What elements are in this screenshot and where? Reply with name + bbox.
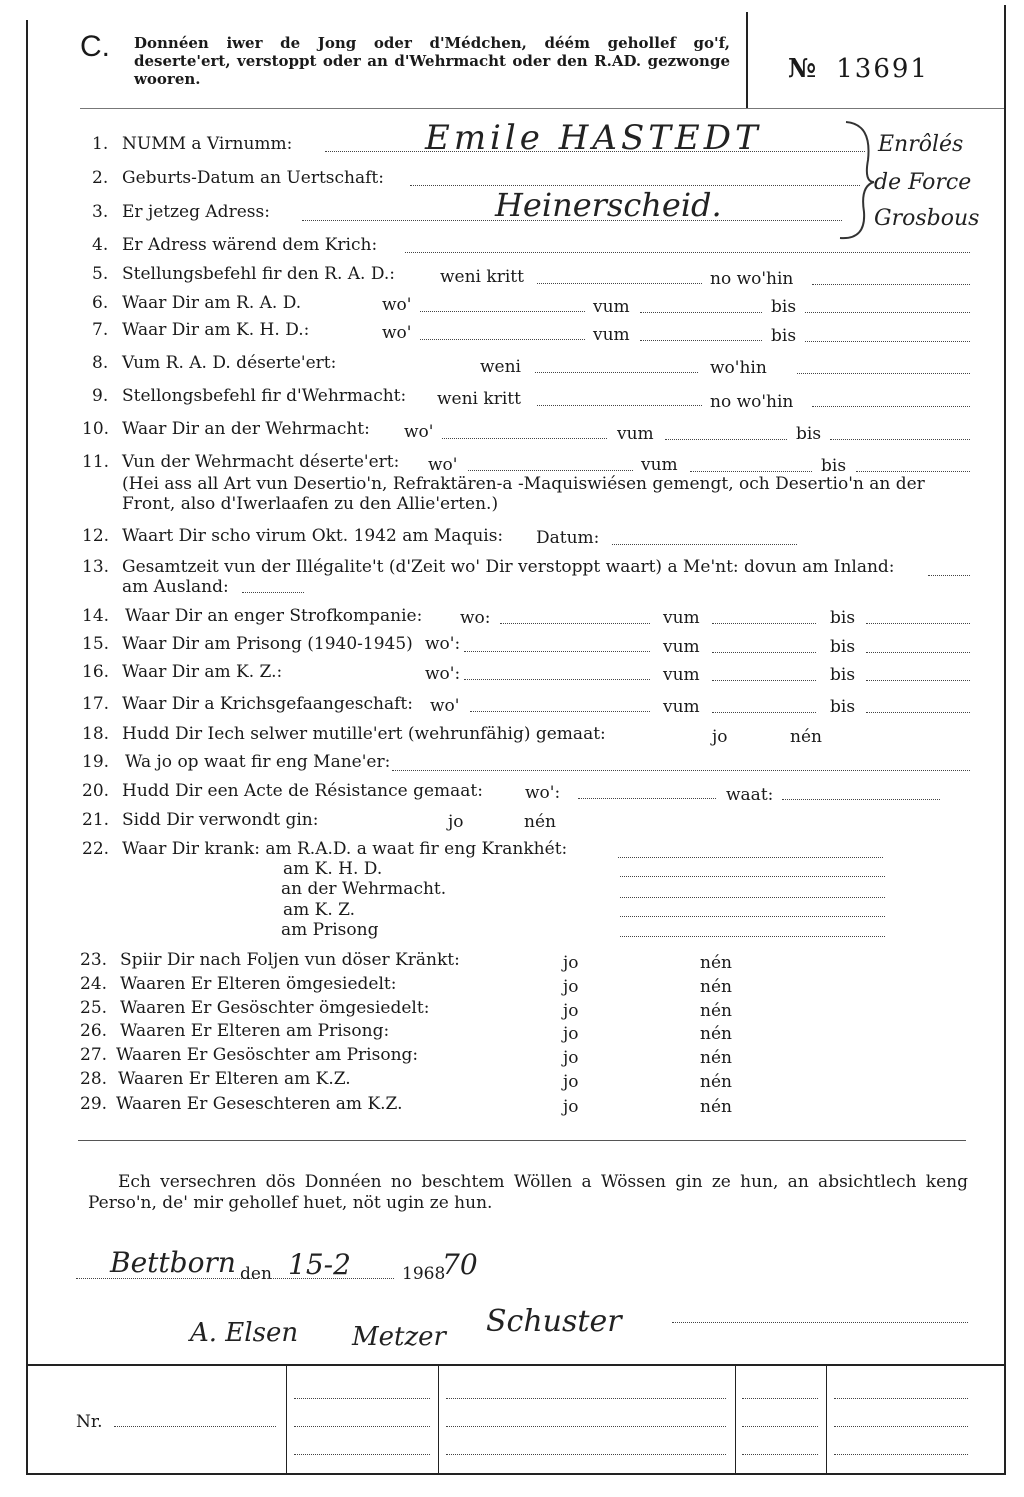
item-26-f1[interactable]: jo: [563, 1024, 579, 1044]
item-16-f1: wo':: [425, 664, 461, 684]
item-27-num: 27.: [80, 1045, 108, 1065]
item-2-label: Geburts-Datum an Uertschaft:: [122, 168, 384, 188]
item-9-field-1[interactable]: [537, 405, 702, 406]
item-23-f2[interactable]: nén: [700, 953, 732, 973]
item-15-num: 15.: [82, 634, 110, 654]
item-11-field-2[interactable]: [690, 471, 812, 472]
item-11-field-3[interactable]: [856, 471, 970, 472]
item-24-label: Waaren Er Elteren ömgesiedelt:: [120, 974, 397, 994]
handwritten-date: 15-2: [288, 1248, 351, 1281]
item-28-f2[interactable]: nén: [700, 1072, 732, 1092]
item-29-num: 29.: [80, 1094, 108, 1114]
item-18-num: 18.: [82, 724, 110, 744]
item-12-f1: Datum:: [536, 528, 600, 548]
item-15-f1: wo':: [425, 634, 461, 654]
item-27-label: Waaren Er Gesöschter am Prisong:: [116, 1045, 419, 1065]
item-20-f2: waat:: [726, 785, 774, 805]
item-27-f1[interactable]: jo: [563, 1048, 579, 1068]
item-15-label: Waar Dir am Prisong (1940-1945): [122, 634, 413, 654]
item-3-num: 3.: [92, 202, 109, 222]
item-28-f1[interactable]: jo: [563, 1072, 579, 1092]
item-29-f2[interactable]: nén: [700, 1097, 732, 1117]
item-15-field-1[interactable]: [464, 651, 650, 652]
item-20-num: 20.: [82, 781, 110, 801]
item-25-label: Waaren Er Gesöschter ömgesiedelt:: [120, 998, 430, 1018]
item-23-num: 23.: [80, 950, 108, 970]
item-14-field-1[interactable]: [500, 623, 650, 624]
margin-note-3: Grosbous: [874, 206, 980, 231]
item-11-num: 11.: [82, 452, 110, 472]
item-8-num: 8.: [92, 353, 109, 373]
item-26-f2[interactable]: nén: [700, 1024, 732, 1044]
item-24-f2[interactable]: nén: [700, 977, 732, 997]
item-6-f2: vum: [593, 297, 630, 317]
item-7-f1: wo': [382, 323, 412, 343]
item-14-field-2[interactable]: [712, 623, 816, 624]
item-7-f3: bis: [771, 326, 797, 346]
item-7-f2: vum: [593, 325, 630, 345]
item-7-num: 7.: [92, 320, 109, 340]
footer-field-a2[interactable]: [294, 1426, 430, 1427]
item-13-label: Gesamtzeit vun der Illégalite't (d'Zeit wo' Dir verstoppt waart) a Me'nt: dovun am Inland:: [122, 557, 895, 577]
footer-field-b1[interactable]: [446, 1398, 726, 1399]
item-6-field-3[interactable]: [805, 312, 970, 313]
item-14-num: 14.: [82, 606, 110, 626]
item-2-num: 2.: [92, 168, 109, 188]
footer-field-d3[interactable]: [834, 1454, 968, 1455]
item-19-label: Wa jo op waat fir eng Mane'er:: [125, 752, 391, 772]
item-24-num: 24.: [80, 974, 108, 994]
item-17-field-1[interactable]: [470, 711, 650, 712]
item-14-f2: vum: [663, 608, 700, 628]
footer-col-4: [826, 1364, 827, 1474]
item-8-label: Vum R. A. D. déserte'ert:: [122, 353, 337, 373]
item-17-label: Waar Dir a Krichsgefaangeschaft:: [122, 694, 413, 714]
item-7-field-2[interactable]: [640, 340, 762, 341]
item-22-field-prisong[interactable]: [620, 936, 885, 937]
item-18-f2[interactable]: nén: [790, 727, 822, 747]
item-14-label: Waar Dir an enger Strofkompanie:: [125, 606, 423, 626]
footer-field-b2[interactable]: [446, 1426, 726, 1427]
item-29-label: Waaren Er Geseschteren am K.Z.: [116, 1094, 403, 1114]
item-5-f1: weni kritt: [440, 267, 524, 287]
item-23-label: Spiir Dir nach Foljen vun döser Kränkt:: [120, 950, 460, 970]
section-letter: C.: [80, 30, 110, 63]
handwritten-place: Bettborn: [110, 1246, 236, 1279]
item-8-f2: wo'hin: [710, 358, 767, 378]
signature-1: A. Elsen: [190, 1318, 299, 1348]
item-21-label: Sidd Dir verwondt gin:: [122, 810, 319, 830]
item-15-field-2[interactable]: [712, 652, 816, 653]
item-16-field-1[interactable]: [464, 679, 650, 680]
handwritten-name: Emile HASTEDT: [425, 118, 762, 158]
item-1-num: 1.: [92, 134, 109, 154]
item-12-num: 12.: [82, 526, 110, 546]
item-26-num: 26.: [80, 1021, 108, 1041]
date-year-label: 1968: [402, 1264, 446, 1284]
item-8-field-1[interactable]: [535, 372, 698, 373]
item-5-label: Stellungsbefehl fir den R. A. D.:: [122, 264, 396, 284]
item-16-f3: bis: [830, 665, 856, 685]
footer-field-d2[interactable]: [834, 1426, 968, 1427]
item-16-field-3[interactable]: [866, 680, 970, 681]
item-25-f2[interactable]: nén: [700, 1001, 732, 1021]
item-17-field-2[interactable]: [712, 712, 816, 713]
item-6-field-2[interactable]: [640, 312, 762, 313]
item-20-field-1[interactable]: [578, 798, 716, 799]
item-13-num: 13.: [82, 557, 110, 577]
item-19-field[interactable]: [392, 770, 970, 771]
item-1-label: NUMM a Virnumm:: [122, 134, 293, 154]
item-5-field-2[interactable]: [812, 284, 970, 285]
item-3-label: Er jetzeg Adress:: [122, 202, 270, 222]
item-11-f2: vum: [641, 455, 678, 475]
item-28-num: 28.: [80, 1069, 108, 1089]
declaration-text: Ech versechren dös Donnéen no beschtem Wöllen a Wössen gin ze hun, an absichtlech keng Perso'n, de' mir gehollef huet, nöt ugin ze hun.: [88, 1172, 968, 1213]
bottom-border: [26, 1473, 1006, 1475]
footer-field-c2[interactable]: [742, 1426, 818, 1427]
item-24-f1[interactable]: jo: [563, 977, 579, 997]
item-28-label: Waaren Er Elteren am K.Z.: [118, 1069, 351, 1089]
footer-col-1: [286, 1364, 287, 1474]
item-9-f2: no wo'hin: [710, 392, 794, 412]
item-13-field-ausland[interactable]: [242, 592, 304, 593]
form-number: [788, 54, 929, 84]
item-7-label: Waar Dir am K. H. D.:: [122, 320, 310, 340]
item-16-label: Waar Dir am K. Z.:: [122, 662, 283, 682]
item-11-f3: bis: [821, 456, 847, 476]
bracket-mark: [838, 120, 878, 244]
item-12-label: Waart Dir scho virum Okt. 1942 am Maquis:: [122, 526, 504, 546]
item-22-field-wehrmacht[interactable]: [620, 897, 885, 898]
item-22-field-kz[interactable]: [620, 916, 885, 917]
item-18-f1[interactable]: jo: [712, 727, 728, 747]
item-4-label: Er Adress wärend dem Krich:: [122, 235, 378, 255]
item-10-label: Waar Dir an der Wehrmacht:: [122, 419, 370, 439]
item-20-f1: wo':: [525, 783, 561, 803]
item-17-num: 17.: [82, 694, 110, 714]
item-17-f1: wo': [430, 696, 460, 716]
date-den-label: den: [240, 1264, 272, 1284]
item-8-field-2[interactable]: [797, 373, 970, 374]
header-title: Donnéen iwer de Jong oder d'Médchen, déém gehollef go'f, deserte'ert, verstoppt oder an d'Wehrmacht oder den R.AD. gezwonge wooren.: [134, 34, 730, 88]
item-22-field-rad[interactable]: [618, 857, 883, 858]
item-22-sub-2: an der Wehrmacht.: [281, 879, 447, 899]
item-14-f1: wo:: [460, 608, 491, 628]
footer-field-c3[interactable]: [742, 1454, 818, 1455]
item-22-num: 22.: [82, 839, 110, 859]
right-border: [1004, 5, 1006, 1475]
item-15-field-3[interactable]: [866, 652, 970, 653]
item-11-note-2: Front, also d'Iwerlaafen zu den Allie'erten.): [122, 494, 499, 514]
item-29-f1[interactable]: jo: [563, 1097, 579, 1117]
item-5-field-1[interactable]: [537, 283, 702, 284]
footer-field-a1[interactable]: [294, 1398, 430, 1399]
item-15-f3: bis: [830, 637, 856, 657]
footer-col-3: [735, 1364, 736, 1474]
item-21-f1[interactable]: jo: [448, 812, 464, 832]
item-27-f2[interactable]: nén: [700, 1048, 732, 1068]
item-15-f2: vum: [663, 637, 700, 657]
item-5-num: 5.: [92, 264, 109, 284]
item-14-field-3[interactable]: [866, 623, 970, 624]
item-11-f1: wo': [428, 455, 458, 475]
item-10-field-1[interactable]: [442, 438, 607, 439]
item-23-f1[interactable]: jo: [563, 953, 579, 973]
footer-nr-field[interactable]: [114, 1426, 276, 1427]
item-4-num: 4.: [92, 235, 109, 255]
item-9-label: Stellongsbefehl fir d'Wehrmacht:: [122, 386, 407, 406]
item-10-f2: vum: [617, 424, 654, 444]
item-7-field-3[interactable]: [805, 341, 970, 342]
item-6-label: Waar Dir am R. A. D.: [122, 293, 302, 313]
item-21-f2[interactable]: nén: [524, 812, 556, 832]
left-border: [26, 20, 28, 1475]
item-6-field-1[interactable]: [420, 311, 585, 312]
item-20-label: Hudd Dir een Acte de Résistance gemaat:: [122, 781, 483, 801]
item-11-field-1[interactable]: [468, 470, 633, 471]
item-22-sub-1: am K. H. D.: [283, 859, 383, 879]
signature-3: Schuster: [486, 1304, 622, 1339]
item-4-field[interactable]: [405, 252, 970, 253]
margin-note-2: de Force: [874, 170, 972, 195]
footer-nr-label: Nr.: [76, 1412, 103, 1432]
footer-top-rule: [26, 1364, 1006, 1366]
number-sign: №: [788, 54, 819, 84]
item-6-f3: bis: [771, 297, 797, 317]
item-10-f3: bis: [796, 424, 822, 444]
item-22-sub-4: am Prisong: [281, 920, 379, 940]
item-11-note-1: (Hei ass all Art vun Desertio'n, Refraktären-a -Maquiswiésen gemengt, och Desertio'n an der: [122, 474, 925, 494]
item-26-label: Waaren Er Elteren am Prisong:: [120, 1021, 390, 1041]
footer-col-2: [438, 1364, 439, 1474]
section-rule: [78, 1140, 966, 1141]
item-25-num: 25.: [80, 998, 108, 1018]
signature-field[interactable]: [672, 1322, 968, 1323]
item-22-field-khd[interactable]: [620, 876, 885, 877]
handwritten-address: Heinerscheid.: [495, 186, 722, 224]
item-16-f2: vum: [663, 665, 700, 685]
item-11-label: Vun der Wehrmacht déserte'ert:: [122, 452, 400, 472]
item-14-f3: bis: [830, 608, 856, 628]
item-10-num: 10.: [82, 419, 110, 439]
item-8-f1: weni: [480, 357, 521, 377]
item-17-field-3[interactable]: [866, 712, 970, 713]
item-9-f1: weni kritt: [437, 389, 521, 409]
item-20-field-2[interactable]: [782, 799, 940, 800]
footer-field-b3[interactable]: [446, 1454, 726, 1455]
item-17-f2: vum: [663, 697, 700, 717]
number-value: 13691: [836, 54, 929, 84]
footer-field-c1[interactable]: [742, 1398, 818, 1399]
item-10-f1: wo': [404, 422, 434, 442]
margin-note-1: Enrôlés: [878, 132, 964, 157]
header-rule: [80, 108, 1004, 109]
item-22-sub-3: am K. Z.: [283, 900, 356, 920]
handwritten-year-suffix: 70: [442, 1248, 478, 1281]
item-12-field[interactable]: [612, 544, 797, 545]
item-13-note: am Ausland:: [122, 577, 229, 597]
item-17-f3: bis: [830, 697, 856, 717]
item-13-field-inland[interactable]: [928, 575, 970, 576]
item-9-num: 9.: [92, 386, 109, 406]
item-19-num: 19.: [82, 752, 110, 772]
footer-field-a3[interactable]: [294, 1454, 430, 1455]
header-divider: [746, 12, 748, 108]
item-21-num: 21.: [82, 810, 110, 830]
item-6-num: 6.: [92, 293, 109, 313]
item-5-f2: no wo'hin: [710, 269, 794, 289]
item-18-label: Hudd Dir Iech selwer mutille'ert (wehrunfähig) gemaat:: [122, 724, 606, 744]
item-16-field-2[interactable]: [712, 680, 816, 681]
item-6-f1: wo': [382, 295, 412, 315]
item-25-f1[interactable]: jo: [563, 1001, 579, 1021]
item-22-label: Waar Dir krank: am R.A.D. a waat fir eng Krankhét:: [122, 839, 568, 859]
footer-field-d1[interactable]: [834, 1398, 968, 1399]
item-10-field-2[interactable]: [665, 439, 787, 440]
item-10-field-3[interactable]: [830, 439, 970, 440]
item-16-num: 16.: [82, 662, 110, 682]
signature-2: Metzer: [352, 1322, 446, 1352]
item-9-field-2[interactable]: [812, 406, 970, 407]
item-7-field-1[interactable]: [420, 339, 585, 340]
